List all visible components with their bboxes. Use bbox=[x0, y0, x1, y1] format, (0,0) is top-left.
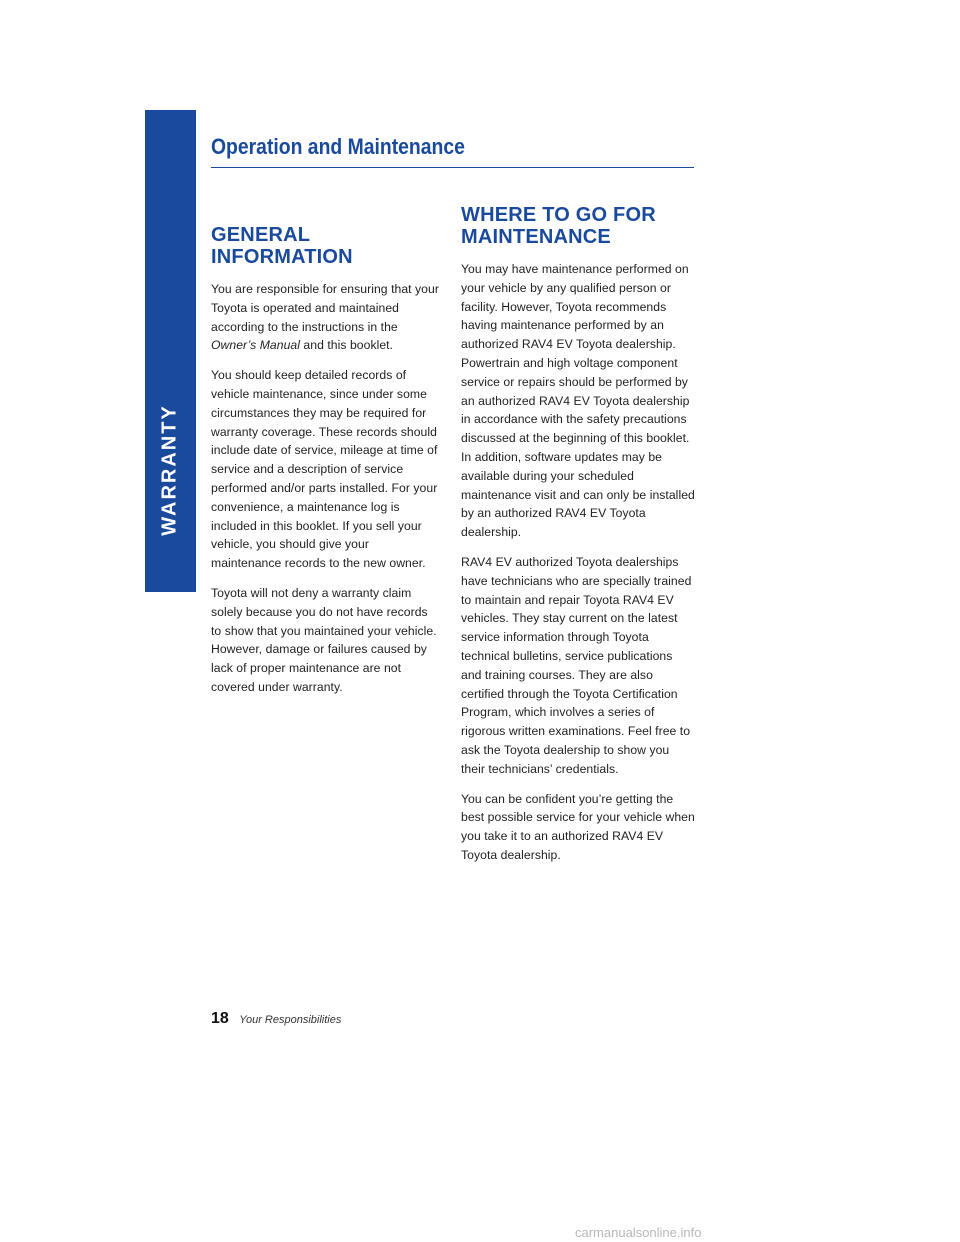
maintenance-paragraph-2: RAV4 EV authorized Toyota dealerships have technicians who are specially trained to maintain and repair Toyota RAV4 EV vehicles. They stay current on the latest service information through Toyota technical bulletins, service publications and training courses. They are also certified through the Toyota Certification Program, which involves a series of rigorous written examinations. Feel free to ask the Toyota dealership to show you their technicians’ credentials. bbox=[461, 554, 692, 776]
side-tab bbox=[145, 110, 196, 592]
title-divider bbox=[211, 167, 694, 168]
page-number: 18 bbox=[211, 1010, 229, 1027]
page-footer bbox=[211, 1010, 341, 1028]
watermark: carmanualsonline.info bbox=[575, 1225, 702, 1240]
where-to-go-heading bbox=[461, 204, 696, 248]
heading-line-1: WHERE TO GO FOR bbox=[461, 204, 656, 226]
footer-section-label: Your Responsibilities bbox=[239, 1014, 342, 1026]
general-information-heading: GENERAL INFORMATION bbox=[211, 224, 353, 268]
heading-line-2: MAINTENANCE bbox=[461, 226, 611, 248]
maintenance-paragraph-3: You can be confident you’re getting the best possible service for your vehicle when you take it to an authorized RAV4 EV Toyota dealership. bbox=[461, 791, 695, 862]
p1-text-after: and this booklet. bbox=[300, 338, 394, 353]
maintenance-paragraph-1: You may have maintenance performed on your vehicle by any qualified person or facility. However, Toyota recommends having maintenance performed by an authorized RAV4 EV Toyota dealership. Powertrain and high voltage component service or repairs should be performed by an authorized RAV4 EV Toyota dealership in accordance with the safety precautions discussed at the beginning of this booklet. In addition, software updates may be available during your scheduled maintenance visit and can only be installed by an authorized RAV4 EV Toyota dealership. bbox=[461, 262, 695, 540]
p1-text-before: You are responsible for ensuring that your Toyota is operated and maintained according to the instructions in the bbox=[211, 282, 439, 334]
page-title: Operation and Maintenance bbox=[211, 134, 465, 159]
owners-manual-italic: Owner’s Manual bbox=[211, 338, 300, 353]
general-info-paragraph-1 bbox=[211, 280, 441, 355]
right-column bbox=[461, 204, 696, 876]
left-column bbox=[211, 224, 441, 708]
side-tab-label: WARRANTY bbox=[158, 404, 181, 536]
general-info-paragraph-3: Toyota will not deny a warranty claim solely because you do not have records to show that you maintained your vehicle. However, damage or failures caused by lack of proper maintenance are not covered under warranty. bbox=[211, 585, 437, 694]
general-info-paragraph-2: You should keep detailed records of vehicle maintenance, since under some circumstances they may be required for warranty coverage. These records should include date of service, mileage at time of service and a description of service performed and/or parts installed. For your convenience, a maintenance log is included in this booklet. If you sell your vehicle, you should give your maintenance records to the new owner. bbox=[211, 368, 438, 571]
